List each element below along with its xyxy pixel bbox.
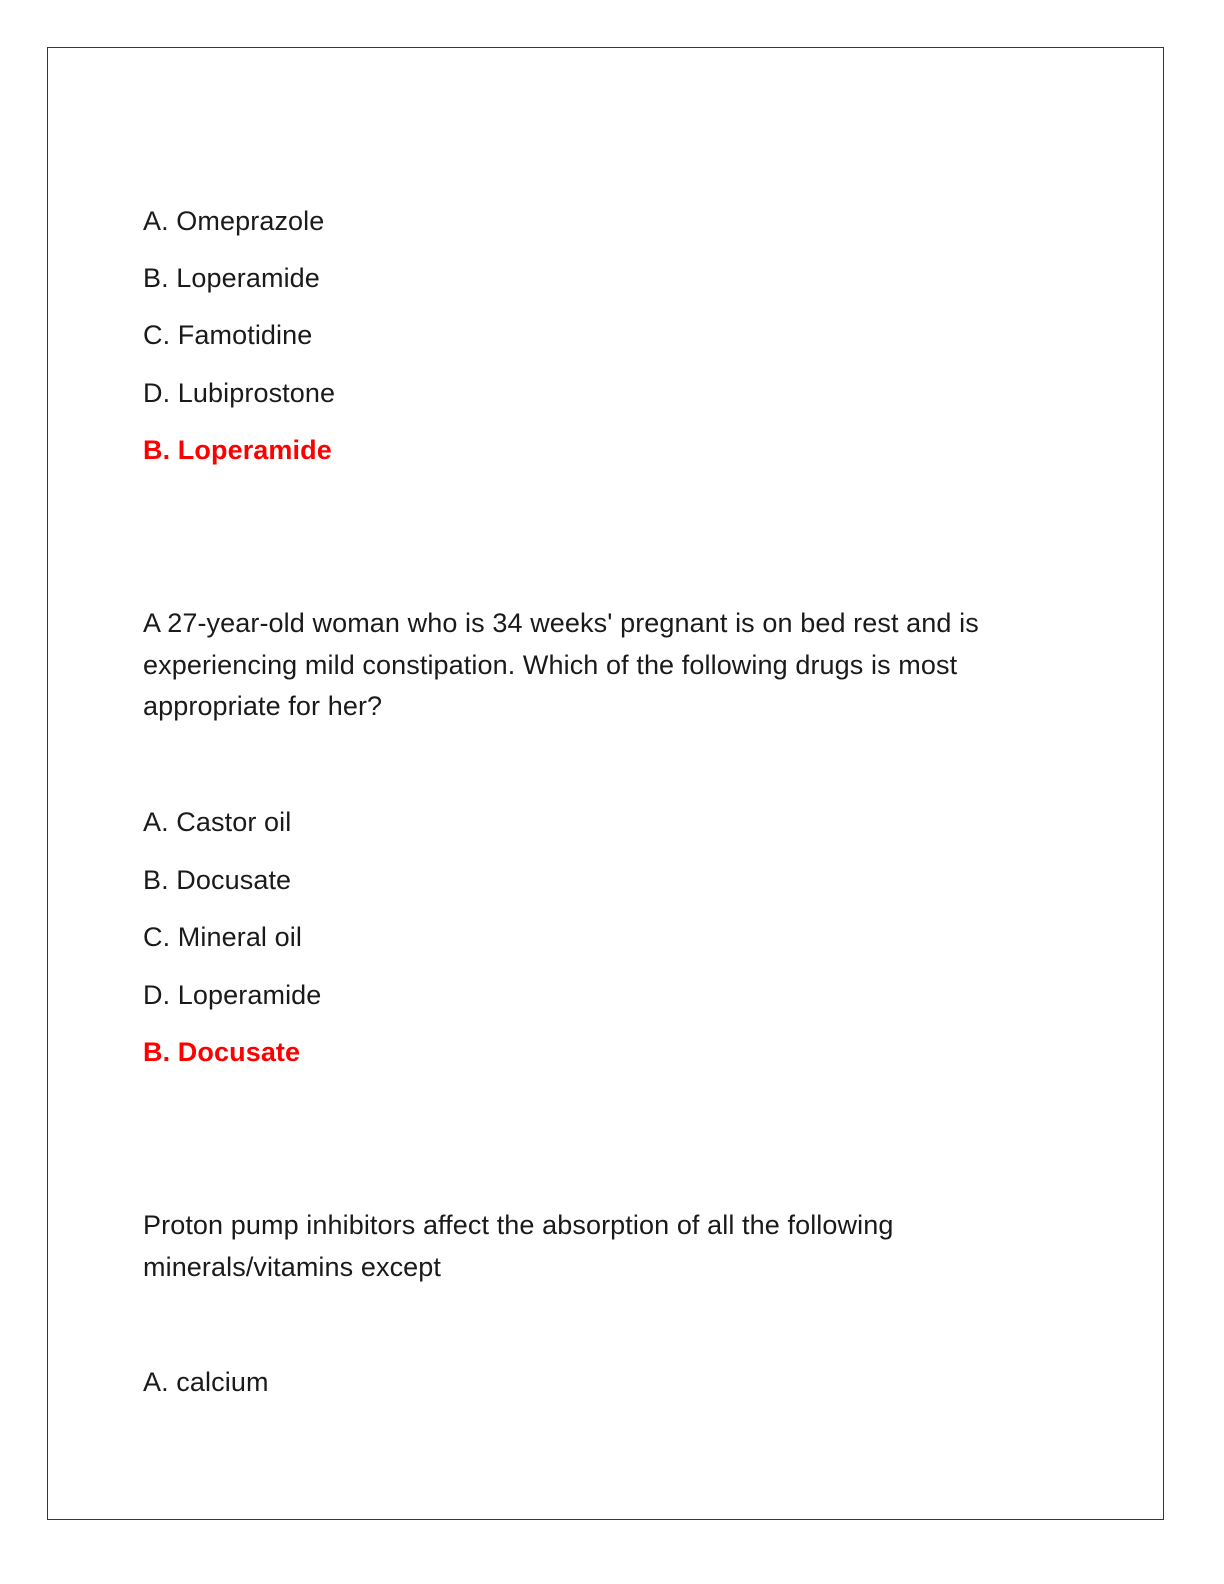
answer: B. Docusate (143, 1037, 301, 1067)
option-b: B. Loperamide (143, 263, 320, 293)
option-d: D. Lubiprostone (143, 378, 336, 408)
question-text: A 27-year-old woman who is 34 weeks' pregnant is on bed rest and is experiencing mild constipation. Which of the following drugs is most appropriate for her? (143, 608, 979, 721)
option-a: A. calcium (143, 1367, 269, 1397)
option-c: C. Mineral oil (143, 922, 302, 952)
option-b: B. Docusate (143, 865, 292, 895)
question-text: Proton pump inhibitors affect the absorption of all the following minerals/vitamins except (143, 1210, 894, 1282)
option-d: D. Loperamide (143, 980, 322, 1010)
answer: B. Loperamide (143, 435, 332, 465)
option-a: A. Castor oil (143, 807, 292, 837)
option-c: C. Famotidine (143, 320, 313, 350)
option-a: A. Omeprazole (143, 206, 325, 236)
